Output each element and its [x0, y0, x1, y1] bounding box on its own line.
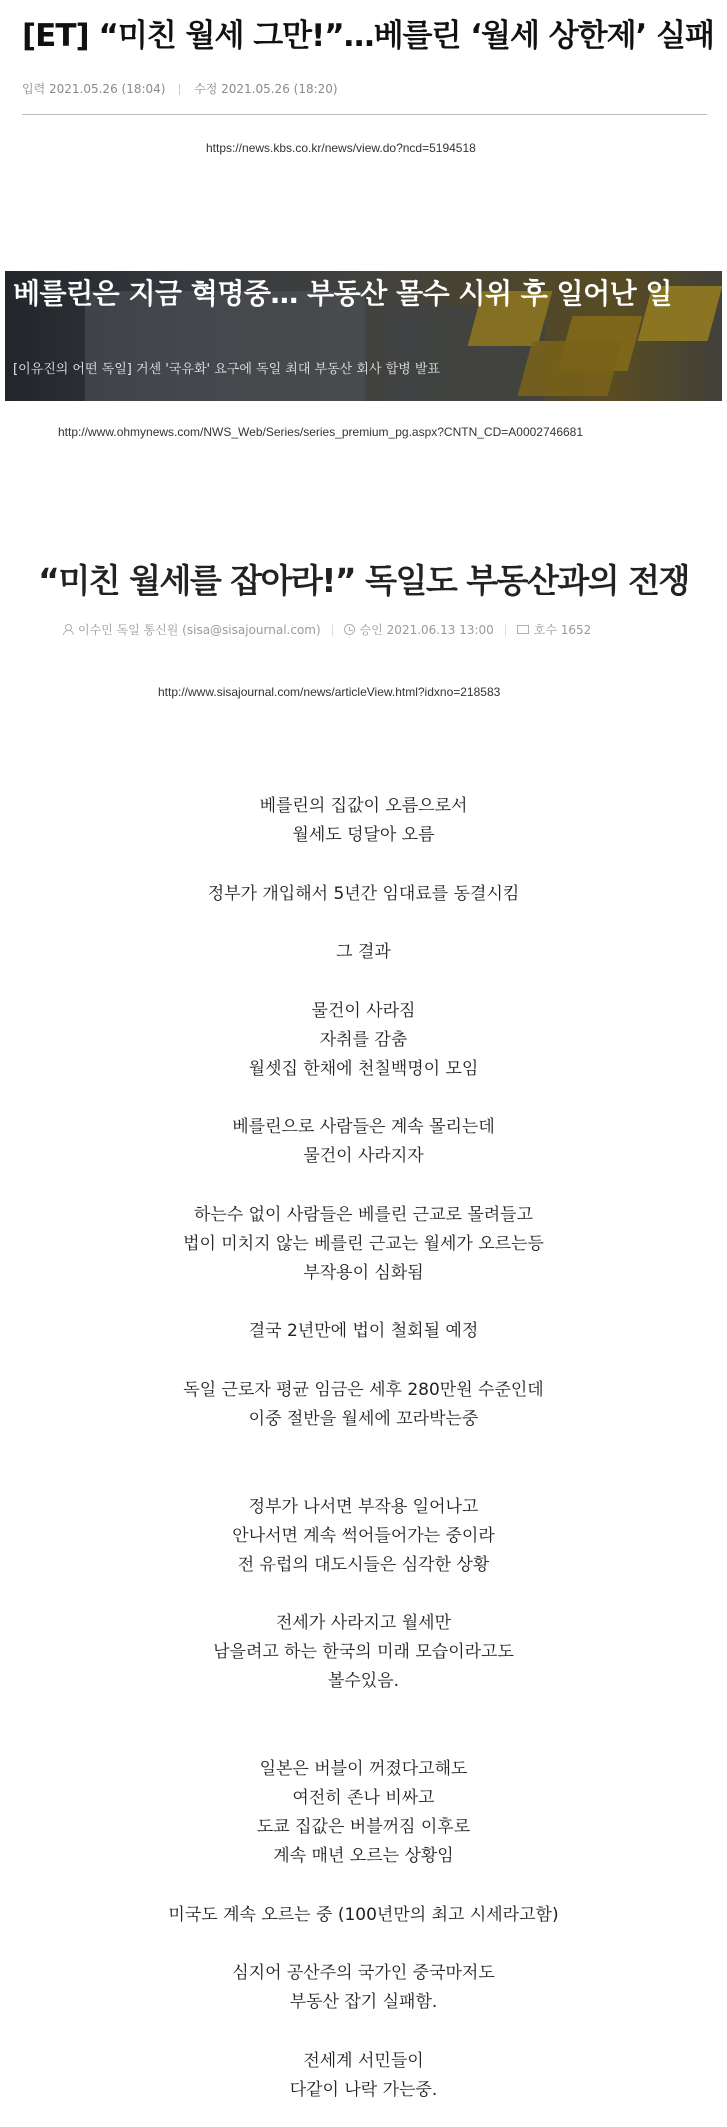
kbs-url: https://news.kbs.co.kr/news/view.do?ncd=5194518 — [206, 141, 476, 155]
body-line: 부동산 잡기 실패함. — [289, 1992, 438, 2012]
issue-icon — [517, 625, 529, 634]
body-line: 정부가 개입해서 5년간 임대료를 동결시킴 — [207, 884, 520, 904]
body-line: 자취를 감춤 — [319, 1030, 408, 1050]
body-line: 미국도 계속 오르는 중 (100년만의 최고 시세라고함) — [168, 1905, 559, 1925]
body-line: 월세도 덩달아 오름 — [292, 825, 435, 845]
body-line: 계속 매년 오르는 상황임 — [273, 1846, 454, 1866]
kbs-input-date: 입력 2021.05.26 (18:04) — [22, 82, 166, 96]
sisa-meta — [63, 621, 591, 638]
body-line: 베를린으로 사람들은 계속 몰리는데 — [232, 1117, 495, 1137]
body-line: 여전히 존나 비싸고 — [292, 1788, 435, 1808]
body-line: 도쿄 집값은 버블꺼짐 이후로 — [256, 1817, 471, 1837]
kbs-headline: [ET] “미친 월세 그만!”…베를린 ‘월세 상한제’ 실패 — [22, 18, 714, 54]
body-line: 법이 미치지 않는 베를린 근교는 월세가 오르는등 — [183, 1234, 544, 1254]
body-line: 월셋집 한채에 천칠백명이 모임 — [248, 1059, 479, 1079]
sisa-headline: “미친 월세를 잡아라!” 독일도 부동산과의 전쟁 — [38, 561, 689, 600]
ohmynews-subheadline: [이유진의 어떤 독일] 거센 '국유화' 요구에 독일 최대 부동산 회사 합병 발표 — [13, 362, 440, 377]
body-line: 일본은 버블이 꺼졌다고해도 — [259, 1759, 468, 1779]
body-line: 하는수 없이 사람들은 베를린 근교로 몰려들고 — [193, 1205, 534, 1225]
sisa-url: http://www.sisajournal.com/news/articleView.html?idxno=218583 — [158, 685, 501, 699]
meta-divider — [332, 624, 333, 636]
ohmynews-headline: 베를린은 지금 혁명중… 부동산 몰수 시위 후 일어난 일 — [13, 277, 672, 310]
meta-divider — [179, 84, 180, 95]
kbs-edit-date: 수정 2021.05.26 (18:20) — [194, 82, 338, 96]
body-line: 물건이 사라짐 — [311, 1001, 416, 1021]
body-line: 베를린의 집값이 오름으로서 — [259, 796, 468, 816]
body-line: 다같이 나락 가는중. — [289, 2080, 438, 2100]
ohmynews-banner — [5, 271, 722, 401]
body-line: 볼수있음. — [327, 1671, 400, 1691]
body-line: 남을려고 하는 한국의 미래 모습이라고도 — [213, 1642, 514, 1662]
sisa-author: 이수민 독일 통신원 (sisa@sisajournal.com) — [78, 623, 321, 637]
body-line: 전세계 서민들이 — [303, 2051, 424, 2071]
kbs-article-header — [0, 0, 727, 130]
body-line: 정부가 나서면 부작용 일어나고 — [248, 1497, 479, 1517]
meta-divider — [505, 624, 506, 636]
user-icon — [63, 624, 73, 635]
body-line: 심지어 공산주의 국가인 중국마저도 — [232, 1963, 495, 1983]
body-line: 이중 절반을 월세에 꼬라박는중 — [248, 1409, 479, 1429]
clock-icon — [344, 624, 355, 635]
body-line: 결국 2년만에 법이 철회될 예정 — [248, 1321, 479, 1341]
body-line: 부작용이 심화됨 — [303, 1263, 424, 1283]
body-line: 독일 근로자 평균 임금은 세후 280만원 수준인데 — [183, 1380, 544, 1400]
kbs-meta — [22, 80, 338, 97]
body-line: 전세가 사라지고 월세만 — [275, 1613, 452, 1633]
ohmynews-url: http://www.ohmynews.com/NWS_Web/Series/series_premium_pg.aspx?CNTN_CD=A0002746681 — [58, 425, 584, 439]
divider — [22, 114, 707, 115]
body-line: 그 결과 — [336, 942, 391, 962]
sisa-issue: 호수 1652 — [533, 623, 592, 637]
body-line: 물건이 사라지자 — [303, 1146, 424, 1166]
sisa-approved-date: 승인 2021.06.13 13:00 — [359, 623, 494, 637]
body-line: 안나서면 계속 썩어들어가는 중이라 — [232, 1526, 495, 1546]
body-line: 전 유럽의 대도시들은 심각한 상황 — [237, 1555, 490, 1575]
